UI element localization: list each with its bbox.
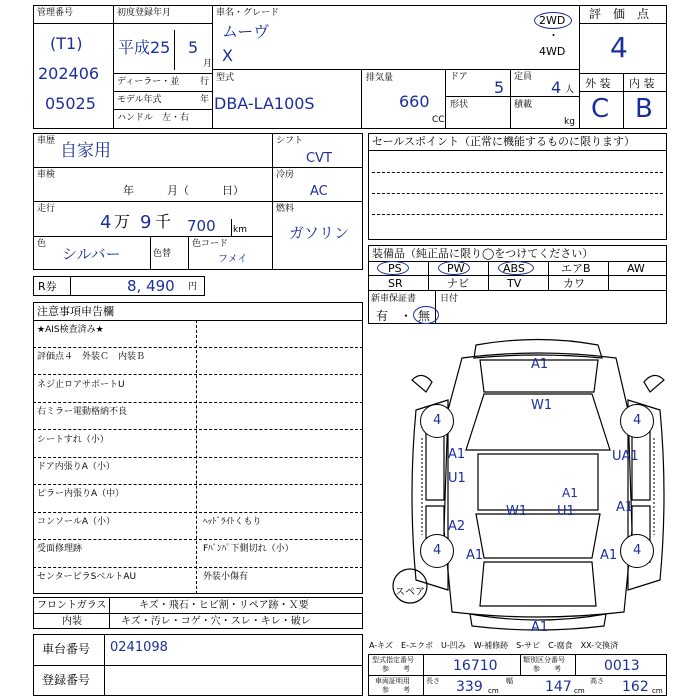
shape-label: 形状 xyxy=(450,100,469,110)
tire-front-right-value: 4 xyxy=(633,413,642,428)
mileage-10k: 4 xyxy=(100,212,112,233)
damage-mark: A1 xyxy=(562,486,578,500)
note-right-8: Fﾊﾞﾝﾊﾟ下側切れ（小） xyxy=(203,544,294,555)
damage-mark: W1 xyxy=(506,504,528,519)
abs-circle xyxy=(498,261,534,275)
width-cm: cm xyxy=(574,687,585,695)
damage-mark: A1 xyxy=(531,357,549,372)
control-no-2: 202406 xyxy=(38,64,100,83)
tire-front-left-value: 4 xyxy=(433,413,442,428)
mileage-1k: 9 xyxy=(140,212,152,233)
door-label: ドア xyxy=(450,72,468,82)
fuel-label: 燃料 xyxy=(276,204,295,214)
spare-label: スペア xyxy=(395,587,425,598)
drive-4wd: 4WD xyxy=(539,45,566,58)
score-label: 評 価 点 xyxy=(589,7,650,21)
mileage-label: 走行 xyxy=(37,204,56,214)
note-left-3: 右ミラー電動格納不良 xyxy=(37,407,128,418)
handle-label: ハンドル 左・右 xyxy=(117,113,190,123)
damage-mark: A1 xyxy=(616,500,634,515)
damage-mark: A1 xyxy=(600,548,618,563)
width-label: 幅 xyxy=(506,677,513,685)
class-label: 類別区分番号 xyxy=(523,656,565,664)
warranty-label: 新車保証書 xyxy=(371,294,417,304)
class-sub: 参 考 xyxy=(533,665,561,673)
reg-label: 登録番号 xyxy=(42,673,91,687)
yen-unit: 円 xyxy=(188,282,198,292)
height-value: 162 xyxy=(622,679,649,695)
equip-navi: ナビ xyxy=(447,277,469,290)
capacity-label: 定員 xyxy=(514,72,533,82)
mileage-sen: 千 xyxy=(155,212,172,231)
first-reg-era: 平成25 xyxy=(118,38,171,57)
warranty-value: 有 ・ xyxy=(376,309,413,323)
control-no-label: 管理番号 xyxy=(37,8,74,18)
damage-mark: A1 xyxy=(448,447,466,462)
color-change-label: 色替 xyxy=(153,249,172,259)
equip-ps: PS xyxy=(388,262,402,275)
interior-label: 内 装 xyxy=(629,77,655,90)
doors: 5 xyxy=(494,78,505,97)
ac: AC xyxy=(310,184,328,199)
equip-airbag: エアB xyxy=(561,262,591,275)
pw-circle xyxy=(438,261,470,275)
type-cert-label: 型式指定番号 xyxy=(372,656,414,664)
mileage-rest: 700 xyxy=(187,217,216,235)
front-glass-value: キズ・飛石・ヒビ割・リペア跡・Ｘ要 xyxy=(139,600,309,611)
history: 自家用 xyxy=(60,141,111,161)
exterior-label: 外 装 xyxy=(585,77,611,90)
tire-rear-left-value: 4 xyxy=(433,543,442,558)
displacement-label: 排気量 xyxy=(366,73,394,83)
color-code: フメイ xyxy=(218,254,248,265)
score-value: 4 xyxy=(610,31,628,64)
capacity: 4 xyxy=(551,78,562,97)
model: DBA-LA100S xyxy=(214,94,315,113)
shift-label: シフト xyxy=(276,136,304,146)
mileage-man: 万 xyxy=(114,212,131,231)
ac-label: 冷房 xyxy=(276,170,295,180)
chassis-value: 0241098 xyxy=(110,640,168,655)
note-left-6: ピラー内張りA（中） xyxy=(37,489,125,500)
cert-label: 車両証明用 xyxy=(375,677,410,685)
sales-point-label: セールスポイント（正常に機能するものに限ります） xyxy=(372,135,636,148)
year-unit: 年 xyxy=(200,95,210,105)
damage-mark: UA1 xyxy=(612,449,639,464)
shift: CVT xyxy=(306,151,332,166)
load-label: 積載 xyxy=(514,100,533,110)
damage-mark: A2 xyxy=(448,519,466,534)
r-ticket-frame xyxy=(33,276,205,296)
model-label: 型式 xyxy=(216,73,235,83)
exterior-score: C xyxy=(591,94,610,124)
damage-mark: A1 xyxy=(531,620,549,635)
r-value: 8, 490 xyxy=(127,277,175,295)
month-unit: 月 xyxy=(203,59,213,69)
interior-score: B xyxy=(635,94,653,124)
warranty-none: 無 xyxy=(418,309,431,323)
tire-rear-right-value: 4 xyxy=(633,543,642,558)
width-value: 147 xyxy=(545,679,572,695)
model-year-label: モデル年式 xyxy=(117,95,162,105)
equipment-label: 装備品（純正品に限り◯をつけてください） xyxy=(372,247,594,260)
control-no-1: (T1) xyxy=(50,34,83,53)
note-right-9: 外装小傷有 xyxy=(203,571,249,582)
damage-mark: U1 xyxy=(448,471,466,486)
note-right-7: ﾍｯﾄﾞﾗｲﾄくもり xyxy=(203,516,262,527)
notes-frame xyxy=(33,302,363,594)
damage-legend: A-キズ E-エクボ U-凹み W-補修跡 S-サビ C-腐食 XX-交換済 xyxy=(369,641,619,650)
front-glass-label: フロントガラス xyxy=(37,600,107,611)
height-cm: cm xyxy=(652,687,663,695)
equip-aw: AW xyxy=(627,262,645,275)
damage-mark: U1 xyxy=(557,504,575,519)
class-value: 0013 xyxy=(604,658,640,674)
note-left-0: ★AIS検査済み★ xyxy=(37,325,104,335)
equip-tv: TV xyxy=(507,277,522,290)
inspection-label: 車検 xyxy=(37,170,56,180)
length-label: 長さ xyxy=(426,677,440,685)
r-label: R券 xyxy=(38,280,57,293)
equip-pw: PW xyxy=(447,262,465,275)
drive-2wd: 2WD xyxy=(539,14,566,27)
equip-abs: ABS xyxy=(503,262,525,275)
damage-mark: A1 xyxy=(466,548,484,563)
first-reg-label: 初度登録年月 xyxy=(117,8,172,18)
dealer-label: ディーラー・並 xyxy=(117,77,180,87)
height-label: 高さ xyxy=(590,677,604,685)
person-unit: 人 xyxy=(565,85,575,95)
note-left-4: シートすれ（小） xyxy=(37,434,109,445)
car-name: ムーヴ xyxy=(222,22,270,41)
first-reg-month: 5 xyxy=(188,38,199,57)
note-left-7: コンソールA（小） xyxy=(37,516,115,527)
history-label: 車歴 xyxy=(37,136,56,146)
cc-unit: CC xyxy=(432,115,445,125)
color: シルバー xyxy=(62,245,121,263)
interior-value: キズ・汚レ・コゲ・穴・スレ・キレ・破レ xyxy=(121,616,311,627)
fuel: ガソリン xyxy=(289,224,350,242)
grade: X xyxy=(222,46,233,65)
length-cm: cm xyxy=(488,687,499,695)
length-value: 339 xyxy=(456,679,483,695)
drive-dot: ・ xyxy=(548,29,559,42)
car-name-label: 車名・グレード xyxy=(216,8,280,18)
interior-label: 内装 xyxy=(62,616,82,627)
inspection-text: 年 月（ 日） xyxy=(123,184,244,197)
cert-sub: 参 考 xyxy=(382,686,410,694)
note-left-8: 受面修理跡 xyxy=(37,544,83,555)
notes-label: 注意事項申告欄 xyxy=(37,305,114,318)
km-unit: km xyxy=(233,225,247,235)
date-label: 日付 xyxy=(440,294,459,304)
color-code-label: 色コード xyxy=(192,239,229,249)
equip-leather: カワ xyxy=(563,277,585,290)
type-cert-value: 16710 xyxy=(453,658,498,674)
control-no-3: 05025 xyxy=(45,94,96,113)
warranty-none-circle xyxy=(413,306,439,324)
color-label: 色 xyxy=(37,239,47,249)
type-cert-sub: 参 考 xyxy=(382,665,410,673)
chassis-label: 車台番号 xyxy=(42,642,91,656)
note-left-5: ドア内張りA（小） xyxy=(37,462,115,472)
equip-sr: SR xyxy=(388,277,403,290)
kg-unit: kg xyxy=(564,117,575,127)
dealer-suffix: 行 xyxy=(200,77,210,87)
note-left-2: ネジ止ロアサポートU xyxy=(37,379,125,390)
damage-mark: W1 xyxy=(531,398,553,413)
ps-circle xyxy=(377,261,409,275)
note-left-1: 評価点４ 外装Ｃ 内装Ｂ xyxy=(37,352,146,363)
note-left-9: センターピラSベルトAU xyxy=(37,571,137,582)
displacement: 660 xyxy=(399,92,430,111)
